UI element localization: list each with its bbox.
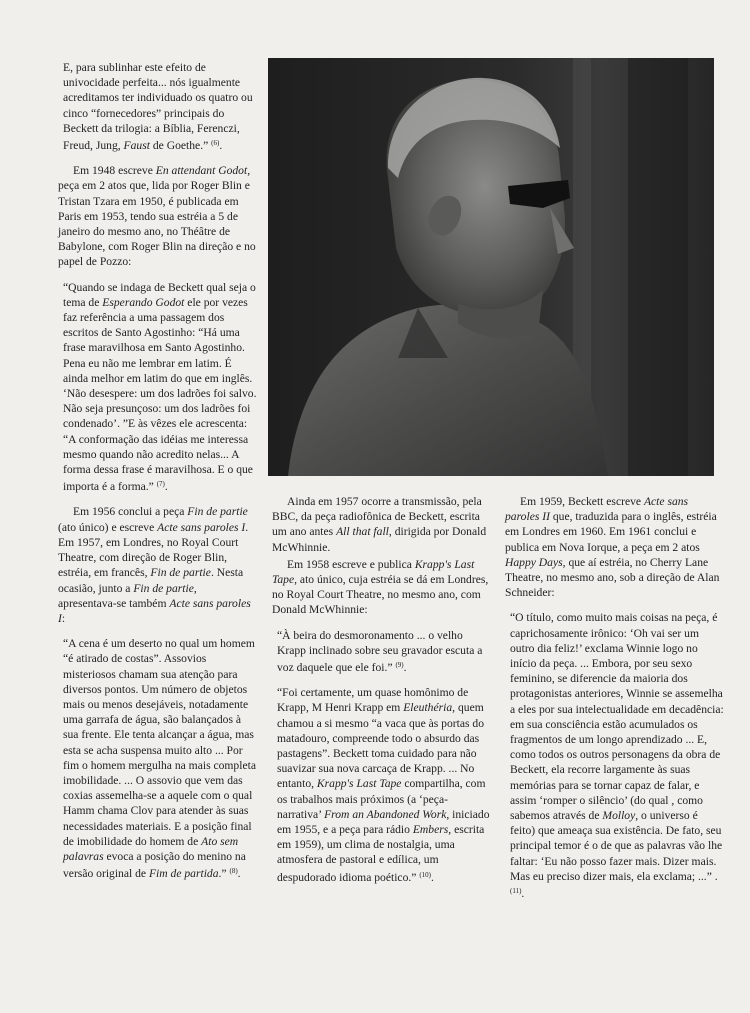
title-italic: Ato sem palavras	[63, 834, 239, 863]
title-italic: Faust	[123, 139, 150, 153]
text: “À beira do desmoronamento ... o velho Krapp inclinado sobre seu gravador escuta a voz daquele que ele foi.”	[277, 628, 483, 675]
title-italic: All that fall	[336, 525, 389, 539]
text: .	[219, 139, 223, 153]
paragraph-all-that-fall	[272, 494, 492, 555]
footnote-ref: (6)	[211, 139, 220, 148]
text: (ato único) e escreve	[58, 520, 158, 534]
text: compartilha, com os trabalhos mais próximos (a ‘peça-narrativa’	[277, 777, 486, 821]
title-italic: Fin de partie	[187, 505, 248, 519]
title-italic: Fim de partida	[148, 867, 219, 881]
text: .	[237, 867, 241, 881]
paragraph-happy-days	[505, 494, 725, 600]
text: “Quando se indaga de Beckett qual seja o tema de	[63, 280, 256, 309]
footnote-ref: (9)	[395, 661, 404, 670]
title-italic: Embers	[412, 823, 449, 837]
text: , o universo é feito) que ameaça sua existência. De fato, seu principal temor é o de que as palavras vão lhe faltar: ‘Eu não posso fazer mais. Dizer mais. Mas eu preciso dizer mais, ela exclama; ...” .	[510, 809, 723, 883]
text: .	[164, 480, 168, 494]
footnote-ref: (10)	[419, 870, 431, 879]
text: Em 1948 escreve	[73, 164, 156, 178]
paragraph-krapp	[272, 557, 492, 618]
title-italic: Krapp's Last Tape	[272, 557, 475, 587]
column-right	[505, 494, 725, 911]
text: Em 1959, Beckett escreve	[520, 495, 644, 508]
title-italic: Molloy	[602, 809, 636, 823]
title-italic: Krapp's Last Tape	[316, 777, 402, 791]
text: , ato único, cuja estréia se dá em Londres, no Royal Court Theatre, no mesmo ano, com Donald McWhinnie:	[272, 573, 489, 617]
text: Em 1956 conclui a peça	[73, 505, 188, 519]
footnote-ref: (8)	[229, 867, 238, 876]
quote-godot	[58, 280, 258, 495]
text: de Goethe.”	[149, 139, 212, 153]
text: .	[430, 870, 434, 884]
footnote-ref: (11)	[510, 887, 522, 896]
paragraph-fin-de-partie	[58, 504, 258, 626]
text: .”	[218, 867, 230, 881]
paragraph-intro	[58, 60, 258, 153]
text: , iniciado em 1955, e a peça para rádio	[277, 807, 490, 837]
title-italic: Fin de partie	[133, 581, 194, 595]
text: .	[521, 887, 525, 901]
text: “Foi certamente, um quase homônimo de Krapp, M Henri Krapp em	[277, 686, 469, 715]
title-italic: Acte sans paroles I	[58, 596, 251, 625]
paragraph-godot	[58, 163, 258, 269]
text: Ainda em 1957 ocorre a transmissão, pela BBC, da peça radiofônica de Beckett, escrita um ano antes	[272, 495, 482, 539]
quote-krapp-2	[272, 685, 492, 885]
portrait-image	[268, 58, 714, 476]
text: “O título, como muito mais coisas na peça, é caprichosamente irônico: ‘Oh vai ser um outro dia feliz!’ exclama Winnie logo no início da peça. ... Embora, por seu sexo feminino, se diferencie da maioria dos protagonistas anteriores, Winnie se assemelha a eles por sua intelectualidade em decadência: em sua consciência estão acumulados os fragmentos de um longo aprendizado ... E, como todos os outros personagens da obra de Beckett, ela recorre largamente às suas memórias para se tornar capaz de falar, e assim ‘romper o silêncio’ (do qual , como sabemos através de	[510, 611, 724, 823]
text: , quem chamou a si mesmo “a vaca que às portas do matadouro, compreende todo o absurdo das pastagens”. Beckett toma cuidado para não suavizar sua nova carcaça de Krapp. ... No entanto,	[277, 701, 485, 791]
quote-happy-days	[505, 610, 725, 901]
text: E, para sublinhar este efeito de univocidade perfeita... nós igualmente acreditamos ter individuado os quatro ou cinco “fornecedores” principais do Beckett da trilogia: a Bíblia, Ferenczi, Freud, Jung,	[63, 61, 253, 153]
text: Em 1958 escreve e publica	[287, 557, 415, 571]
title-italic: Acte sans paroles I	[157, 520, 246, 534]
column-middle	[272, 494, 492, 895]
column-left	[58, 60, 258, 891]
quote-krapp-1	[272, 628, 492, 676]
text: “A cena é um deserto no qual um homem “é atirado de costas”. Assovios misteriosos chamam sua atenção para diversos pontos. Um número de objetos mais ou menos desejáveis, notadamente uma garrafa de água, são balançados à sua frente. Ele tenta alcançar a água, mas esta se acha suspensa muito alto ... Por fim o homem mergulha na mais completa imobilidade. ... O assovio que vem das coxias assemelha-se a aquele com o qual Hamm chama Clov para atender às suas necessidades materiais. E a posição final de imobilidade do homem de	[63, 637, 256, 848]
text: .	[403, 661, 407, 675]
quote-acte-sans-paroles	[58, 636, 258, 881]
text: que, traduzida para o inglês, estréia em Londres em 1960. Em 1961 conclui e publica em Nova Iorque, a peça em 2 atos	[505, 510, 717, 554]
text: evoca a posição do menino na versão original de	[63, 849, 246, 881]
text: , apresentava-se também	[58, 581, 197, 610]
text: , dirigida por Donald McWhinnie.	[272, 525, 487, 554]
text: , escrita em 1959), um clima de nostalgia, uma atmosfera de pastoral e edílica, um despudorado idioma poético.”	[277, 823, 485, 884]
title-italic: Esperando Godot	[102, 295, 185, 309]
text: :	[61, 611, 66, 625]
title-italic: Acte sans paroles II	[505, 495, 689, 524]
title-italic: From an Abandoned Work	[324, 807, 447, 821]
footnote-ref: (7)	[156, 480, 165, 489]
title-italic: Happy Days	[505, 555, 563, 569]
text: . Nesta ocasião, junto a	[58, 566, 244, 595]
text: ele por vezes faz referência a uma passagem dos escritos de Santo Agostinho: “Há uma frase maravilhosa em Santo Agostinho. Pena eu não me lembrar em latim. É ainda melhor em latim do que em inglês. ‘Não desespere: um dos ladrões foi salvo. Não seja presunçoso: um dos ladrões foi condenado’. ”E às vêzes ele acrescenta: “A conformação das idéias me interessa mesmo quando não acredito nelas... A forma dessa frase é maravilhosa. E o que importa é a forma.”	[63, 295, 257, 494]
title-italic: Eleuthéria	[403, 701, 453, 715]
title-italic: En attendant Godot	[155, 164, 248, 178]
portrait-photo	[268, 58, 714, 476]
text: . Em 1957, em Londres, no Royal Court Theatre, com direção de Roger Blin, estréia, em francês,	[58, 520, 249, 580]
text: , que aí estréia, no Cherry Lane Theatre, no mesmo ano, sob a direção de Alan Schneider:	[505, 555, 720, 600]
text: , peça em 2 atos que, lida por Roger Blin e Tristan Tzara em 1950, é publicada em Paris em 1953, tendo sua estréia a 5 de janeiro do mesmo ano, no Théâtre de Babylone, com Roger Blin na direção e no papel de Pozzo:	[58, 164, 256, 269]
title-italic: Fin de partie	[150, 566, 211, 580]
